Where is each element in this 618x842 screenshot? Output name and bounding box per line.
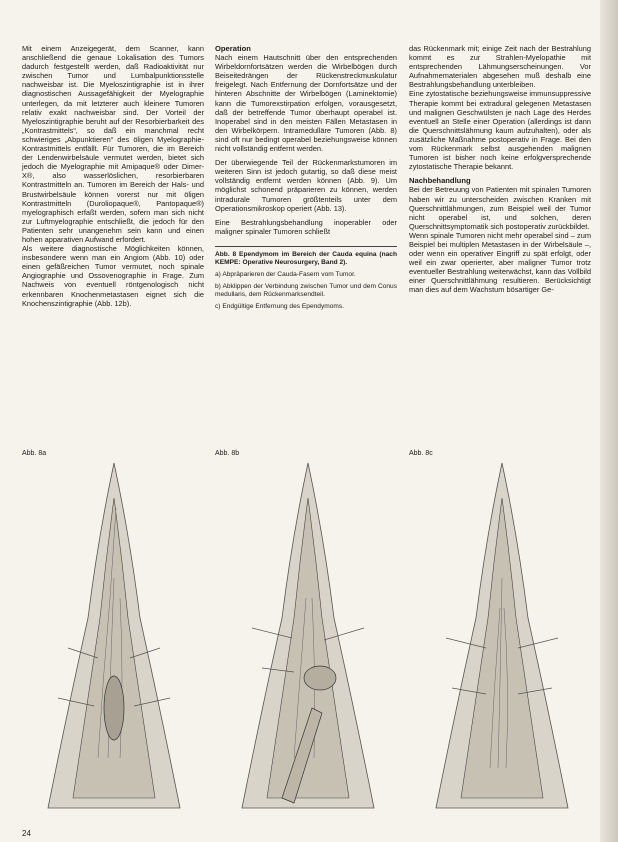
paragraph: Eine Bestrahlungsbehandlung inoperabler oder maligner spinaler Tumoren schließt — [215, 217, 397, 236]
text-column-3 — [409, 44, 591, 295]
figure-label-c: Abb. 8c — [409, 450, 433, 457]
paragraph: Eine zytostatische beziehungsweise immunsuppressive Therapie kommt bei extradural gelegenen Metastasen und malignen Geschwülsten je nach Lage des Herdes eventuell an Stelle einer Operation (allerdings ist dann die Querschnittslähmung kaum aufzuhalten), oder als zusätzliche Maßnahme postoperativ in Frage. Bei den vom Rückenmark selbst ausgehenden malignen Tumoren ist bisher noch keine erfolgversprechende zytostatische Therapie bekannt. — [409, 89, 591, 172]
paragraph: Nach einem Hautschnitt über den entsprechenden Wirbeldornfortsätzen werden die Wirbelbögen durch Beiseitedrängen der Rückenstreckmuskulatur freigelegt. Nach Entfernung der Dornfortsätze und der hinteren Abschnitte der Wirbelbögen (Laminektomie) kann die Tumorexstirpation erfolgen, vorausgesetzt, daß der betreffende Tumor überhaupt operabel ist. Inoperabel sind in den meisten Fällen Metastasen in den Wirbelkörpern. Intramedulläre Tumoren (Abb. 8) sind oft nur bedingt operabel beziehungsweise können nicht vollständig entfernt werden. — [215, 53, 397, 154]
caption-title: Abb. 8 Ependymom im Bereich der Cauda equina (nach KEMPE: Operative Neurosurgery, Band 2). — [215, 250, 397, 266]
page-edge-shadow — [600, 0, 618, 842]
paragraph: Der überwiegende Teil der Rückenmarkstumoren im weiteren Sinn ist jedoch gutartig, so daß diese meist vollständig entfernt werden können (Abb. 9). Um möglichst schonend präparieren zu können, werden intradurale Tumoren größtenteils unter dem Operationsmikroskop operiert (Abb. 13). — [215, 158, 397, 213]
figure-label-a: Abb. 8a — [22, 450, 47, 457]
paragraph: das Rückenmark mit; einige Zeit nach der Bestrahlung kommt es zur Strahlen-Myelopathie mit entsprechenden Lähmungserscheinungen. Vor Aufnahmematerialen abgesehen muß deshalb eine Bestrahlungsbehandlung unterbleiben. — [409, 44, 591, 90]
paragraph: Als weitere diagnostische Möglichkeiten können, insbesondere wenn man ein Angiom (Abb. 10) oder einen gefäßreichen Tumor vermutet, noch spinale Angiographie und Ossovenographie in Frage. Zum Nachweis von eventuell röntgenologisch nicht erkennbaren Knochenmetastasen eignet sich die Knochenszintigraphie (Abb. 12b). — [22, 244, 204, 308]
figure-caption — [215, 246, 397, 311]
caption-item: b) Abklippen der Verbindung zwischen Tumor und dem Conus medullaris, dem Rückenmarksendteil. — [215, 282, 397, 298]
page-number: 24 — [22, 829, 31, 838]
figure-label-b: Abb. 8b — [215, 450, 240, 457]
paragraph: Bei der Betreuung von Patienten mit spinalen Tumoren haben wir zu unterscheiden zwischen Kranken mit Querschnittlähmungen, zum Beispiel weil der Tumor nicht operabel ist, und solchen, deren Querschnittsymptomatik sich postoperativ zurückbildet. — [409, 185, 591, 231]
text-column-1 — [22, 44, 204, 308]
surgical-illustration-c — [416, 458, 588, 810]
section-heading-nachbehandlung: Nachbehandlung — [409, 176, 471, 186]
caption-item: a) Abpräparieren der Cauda-Fasern vom Tumor. — [215, 270, 356, 278]
surgical-illustration-b — [222, 458, 394, 810]
surgical-illustration-a — [28, 458, 200, 810]
caption-item: c) Endgültige Entfernung des Ependymoms. — [215, 302, 345, 310]
paragraph: Mit einem Anzeigegerät, dem Scanner, kann anschließend die genaue Lokalisation des Tumors dadurch festgestellt werden, daß Radioaktivität nur zwischen Tumor und Lumbalpunktionsstelle nachweisbar ist. Die Myeloszintigraphie ist in ihrer diagnostischen Aussagefähigkeit der Myelographie unterlegen, da mit letzterer auch kleinere Tumoren relativ exakt nachweisbar sind. Der Vorteil der Myeloszintigraphie beruht auf der Resorbierbarkeit des „Kontrastmittels“, so daß ein manchmal recht schwieriges „Abpunktieren“ des öligen Myelographie-Kontrastmittels entfällt. Für Tumoren, die im Bereich der Lendenwirbelsäule vermutet werden, bietet sich jedoch die Myelographie mit Amipaque® oder Dimer-X®, also wasserlöslichen, resorbierbaren Kontrastmitteln an. Tumoren im Bereich der Hals- und Brustwirbelsäule können vorerst nur mit öligen Kontrastmitteln (Duroliopaque®, Pantopaque®) myelographisch erfaßt werden, sofern man sich nicht zur Luftmyelographie entschließt, die jedoch für den Patienten sehr unangenehm sein kann und einen hohen apparativen Aufwand erfordert. — [22, 44, 204, 244]
text-column-2 — [215, 44, 397, 315]
paragraph: Wenn spinale Tumoren nicht mehr operabel sind – zum Beispiel bei multiplen Metastasen in der Wirbelsäule –, oder wenn ein operativer Eingriff zu spät erfolgt, oder weil ein zwar operierter, aber maligner Tumor trotz eventueller Bestrahlung weiterwächst, kann das Vollbild einer Querschnittlähmung resultieren. Berücksichtigt man dies auf dem Wachstum bösartiger Ge- — [409, 230, 591, 295]
section-heading-operation: Operation — [215, 44, 251, 53]
